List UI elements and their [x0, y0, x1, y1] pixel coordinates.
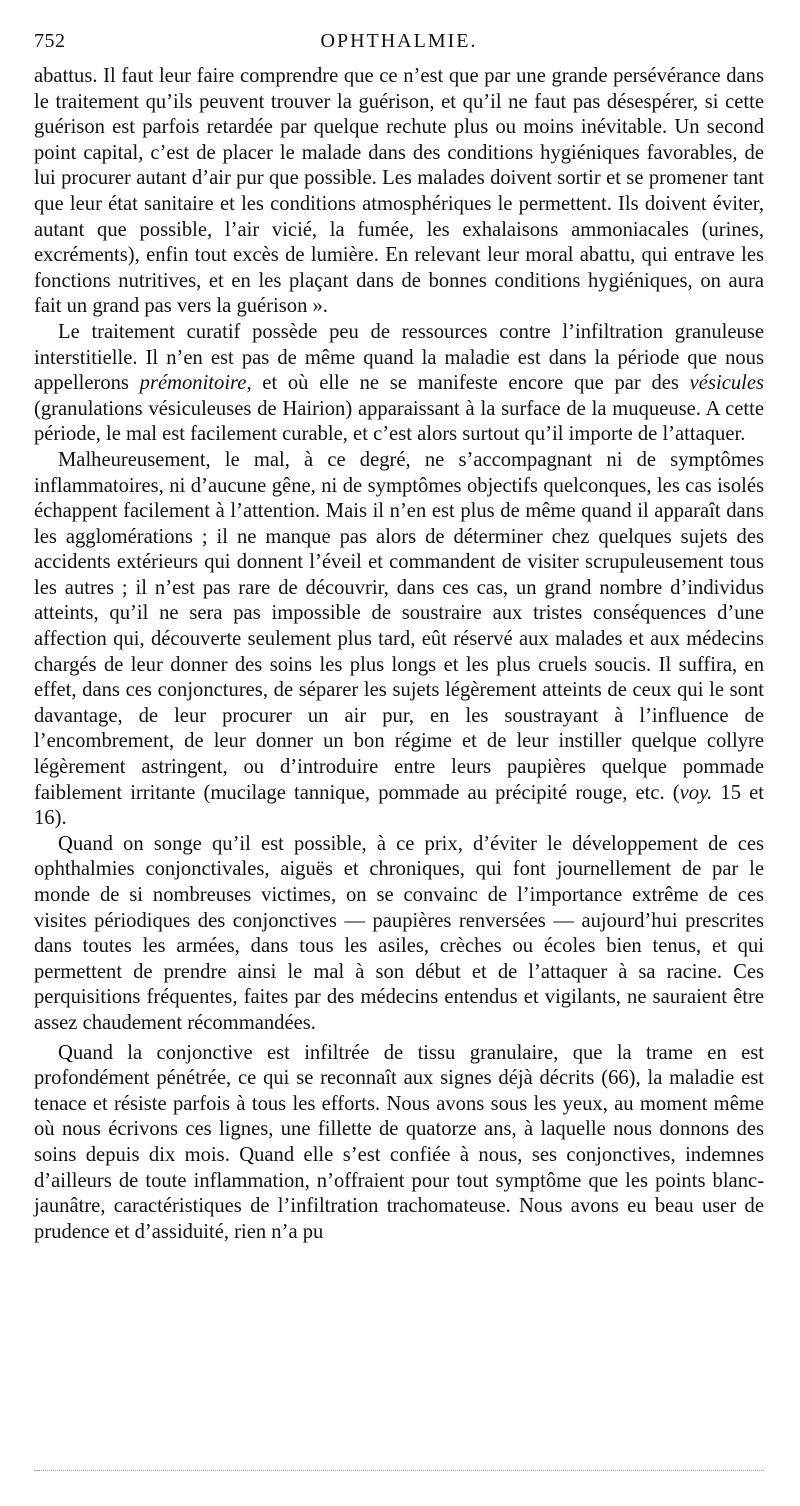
paragraph [34, 64, 764, 320]
text-run: 15 et 16). [34, 781, 764, 830]
paragraph [34, 448, 764, 832]
text-run: Quand la conjonctive est infiltrée de tissu granulaire, que la trame en est profondément pénétrée, ce qui se reconnaît aux signes déjà décrits (66), la maladie est tenace et résiste parfois à tous les efforts. Nous avons sous les yeux, au moment même où nous écrivons ces lignes, une fillette de quatorze ans, à laquelle nous donnons des soins depuis dix mois. Quand elle s’est confiée à nous, ses conjonctives, indemnes d’ailleurs de toute inflammation, n’offraient pour tout symptôme que les points blanc-jaunâtre, caractéristiques de l’infiltration trachomateuse. Nous avons eu beau user de prudence et d’assiduité, rien n’a pu [34, 1041, 764, 1243]
text-run: , et où elle ne se manifeste encore que par des [246, 372, 690, 395]
text-run: (granulations vésiculeuses de Hairion) apparaissant à la surface de la muqueuse. A cette période, le mal est facilement curable, et c’est alors surtout qu’il importe de l’attaquer. [34, 397, 764, 446]
footer-divider [34, 1470, 764, 1471]
text-run: abattus. Il faut leur faire comprendre que ce n’est que par une grande persévérance dans le traitement qu’ils peuvent trouver la guérison, et qu’il ne faut pas désespérer, si cette guérison est parfois retardée par quelque rechute plus ou moins inévitable. Un second point capital, c’est de placer le malade dans des conditions hygiéniques favorables, de lui procurer autant d’air pur que possible. Les malades doivent sortir et se promener tant que leur état sanitaire et les conditions atmosphériques le permettent. Ils doivent éviter, autant que possible, l’air vicié, la fumée, les exhalaisons ammoniacales (urines, excréments), enfin tout excès de lumière. En relevant leur moral abattu, qui entrave les fonctions nutritives, et en les plaçant dans de bonnes conditions hygiéniques, on aura fait un grand pas vers la guérison ». [34, 65, 764, 318]
page-number: 752 [34, 30, 66, 52]
emphasized-text: vésicules [689, 372, 765, 395]
text-run: Quand on songe qu’il est possible, à ce prix, d’éviter le développement de ces ophthalmies conjonctivales, aiguës et chroniques, qui font journellement de par le monde de si nombreuses victimes, on se convainc de l’importance extrême de ces visites périodiques des conjonctives — paupières renversées — aujourd’hui prescrites dans toutes les armées, dans tous les asiles, crèches ou écoles bien tenus, et qui permettent de prendre ainsi le mal à son début et de l’attaquer à sa racine. Ces perquisitions fréquentes, faites par des médecins entendus et vigilants, ne sauraient être assez chaudement récommandées. [34, 832, 764, 1034]
running-title: OPHTHALMIE. [320, 30, 478, 52]
paragraph [34, 832, 764, 1037]
emphasized-text: prémonitoire [139, 372, 247, 395]
paragraph [34, 1041, 764, 1246]
paragraph [34, 320, 764, 448]
text-run: Malheureusement, le mal, à ce degré, ne s’accompagnant ni de symptômes inflammatoires, ni d’aucune gêne, ni de symptômes objectifs quelconques, les cas isolés échappent facilement à l’attention. Mais il n’en est plus de même quand il apparaît dans les agglomérations ; il ne manque pas alors de déterminer chez quelques sujets des accidents extérieurs qui donnent l’éveil et commandent de visiter scrupuleusement tous les autres ; il n’est pas rare de découvrir, dans ces cas, un grand nombre d’individus atteints, qu’il ne sera pas impossible de soustraire aux tristes conséquences d’une affection qui, découverte seulement plus tard, eût réservé aux malades et aux médecins chargés de leur donner des soins les plus longs et les plus cruels soucis. Il suffira, en effet, dans ces conjonctures, de séparer les sujets légèrement atteints de ceux qui le sont davantage, de leur procurer un air pur, en les soustrayant à l’influence de l’encombrement, de leur donner un bon régime et de leur instiller quelque collyre légèrement astringent, ou d’introduire entre leurs paupières quelque pommade faiblement irritante (mucilage tannique, pommade au précipité rouge, etc. ( [34, 448, 764, 804]
text-run: Le traitement curatif possède peu de ressources contre l’infiltration granuleuse interstitielle. Il n’en est pas de même quand la maladie est dans la période que nous appellerons [34, 320, 764, 395]
body-text [34, 64, 764, 1245]
page-header [34, 30, 764, 60]
emphasized-text: voy. [679, 781, 713, 804]
